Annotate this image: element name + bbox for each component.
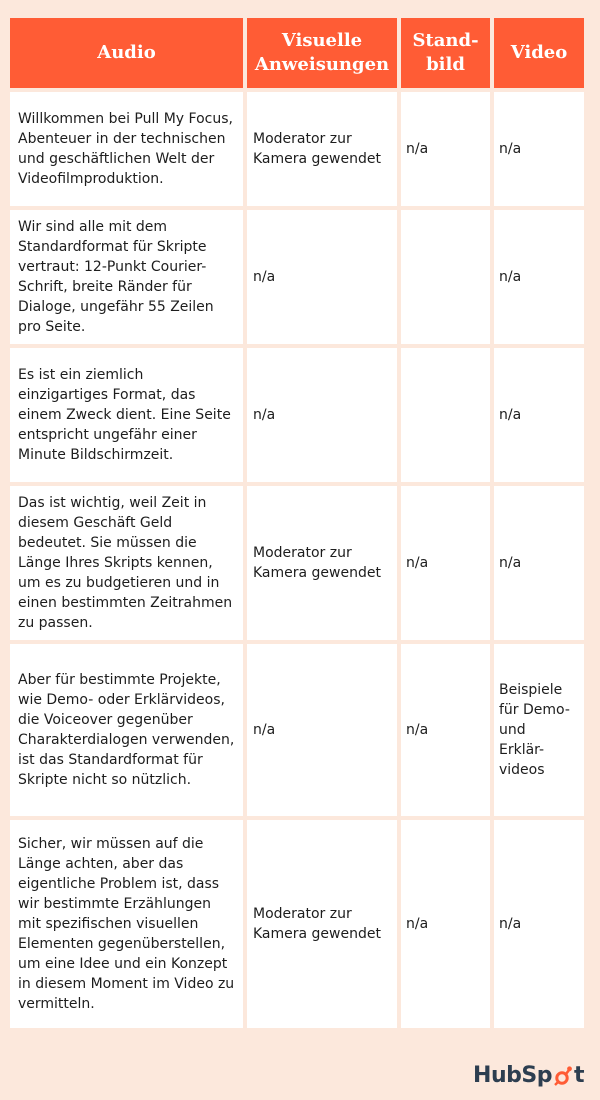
row-4-video: n/a (494, 486, 584, 640)
row-1-video: n/a (494, 92, 584, 206)
row-3-visual: n/a (247, 348, 397, 482)
row-4-still: n/a (401, 486, 490, 640)
row-1-visual: Moderator zur Kamera gewendet (247, 92, 397, 206)
header-still-image: Stand- bild (401, 18, 490, 88)
logo-text-start: HubSp (473, 1063, 552, 1088)
row-6-audio: Sicher, wir müssen auf die Länge achten, aber das eigentliche Problem ist, dass wir bestimmte Erzählungen mit spezifischen visuellen Elementen gegenüberstellen, um eine Idee und ein Konzept in diesem Moment im Video zu vermitteln. (10, 820, 243, 1028)
row-3-still (401, 348, 490, 482)
row-2-visual: n/a (247, 210, 397, 344)
sprocket-icon (553, 1065, 573, 1087)
row-2-still (401, 210, 490, 344)
row-1-still: n/a (401, 92, 490, 206)
row-4-audio: Das ist wichtig, weil Zeit in diesem Geschäft Geld bedeutet. Sie müssen die Länge Ihres Skripts kennen, um es zu budgetieren und in einen bestimmten Zeitrahmen zu passen. (10, 486, 243, 640)
row-6-video: n/a (494, 820, 584, 1028)
hubspot-logo (473, 1063, 584, 1088)
header-visual-instructions: Visuelle Anweisungen (247, 18, 397, 88)
row-3-video: n/a (494, 348, 584, 482)
row-5-video: Beispiele für Demo- und Erklär- videos (494, 644, 584, 816)
row-2-audio: Wir sind alle mit dem Standardformat für Skripte vertraut: 12-Punkt Courier-Schrift, breite Ränder für Dialoge, ungefähr 55 Zeilen pro Seite. (10, 210, 243, 344)
row-5-still: n/a (401, 644, 490, 816)
row-5-visual: n/a (247, 644, 397, 816)
header-video: Video (494, 18, 584, 88)
row-4-visual: Moderator zur Kamera gewendet (247, 486, 397, 640)
row-6-still: n/a (401, 820, 490, 1028)
logo-text-end: t (573, 1063, 584, 1088)
row-1-audio: Willkommen bei Pull My Focus, Abenteuer in der technischen und geschäftlichen Welt der Videofilmproduktion. (10, 92, 243, 206)
row-6-visual: Moderator zur Kamera gewendet (247, 820, 397, 1028)
row-2-video: n/a (494, 210, 584, 344)
header-audio: Audio (10, 18, 243, 88)
row-3-audio: Es ist ein ziemlich einzigartiges Format, das einem Zweck dient. Eine Seite entspricht ungefähr einer Minute Bildschirmzeit. (10, 348, 243, 482)
script-table (10, 18, 584, 1028)
row-5-audio: Aber für bestimmte Projekte, wie Demo- oder Erklärvideos, die Voiceover gegenüber Charakterdialogen verwenden, ist das Standardformat für Skripte nicht so nützlich. (10, 644, 243, 816)
